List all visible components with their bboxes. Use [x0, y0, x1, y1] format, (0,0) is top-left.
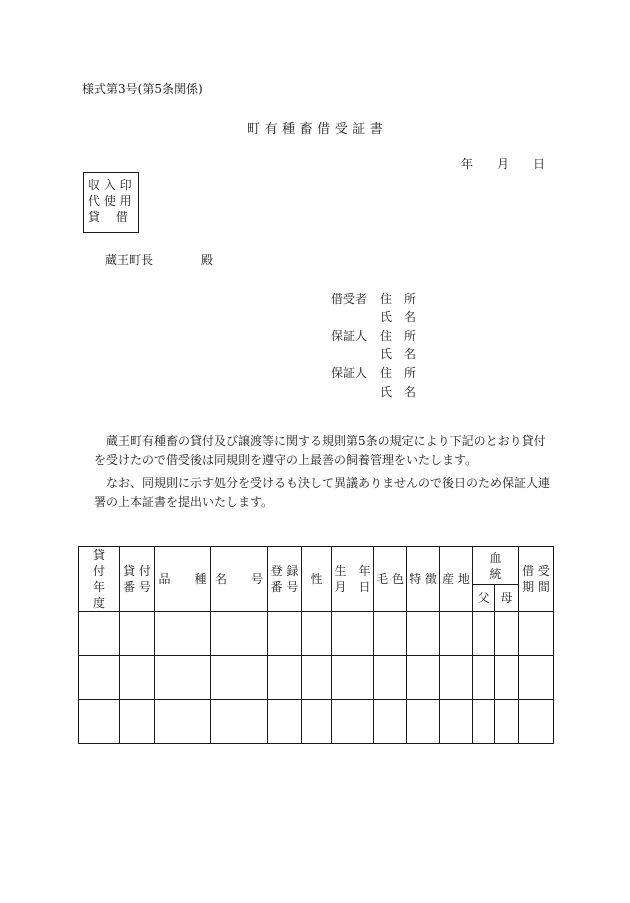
header-mother: 母	[495, 585, 519, 612]
party-field: 氏 名	[380, 385, 417, 399]
body-line: なお、同規則に示す処分を受けるも決して異議ありませんので後日のため保証人連	[94, 476, 551, 490]
table-cell	[519, 656, 554, 700]
body-line: 署の上本証書を提出いたします。	[94, 495, 274, 509]
header-birth-date: 生 年 月 日	[332, 547, 374, 612]
table-cell	[440, 612, 473, 656]
table-cell	[120, 700, 155, 744]
header-loan-year: 貸 付 年 度	[79, 547, 120, 612]
header-name: 名 号	[211, 547, 268, 612]
table-cell	[332, 612, 374, 656]
table-cell	[268, 700, 302, 744]
table-cell	[407, 656, 440, 700]
party-field: 氏 名	[380, 347, 417, 361]
table-cell	[440, 700, 473, 744]
header-breed: 品 種	[155, 547, 211, 612]
table-cell	[120, 612, 155, 656]
table-cell	[440, 656, 473, 700]
table-cell	[374, 612, 407, 656]
party-field: 住 所	[380, 292, 417, 306]
header-father: 父	[473, 585, 495, 612]
table-cell	[407, 700, 440, 744]
table-cell	[155, 612, 211, 656]
table-cell	[211, 656, 268, 700]
table-cell	[495, 612, 519, 656]
table-cell	[268, 656, 302, 700]
table-cell	[519, 700, 554, 744]
header-loan-period: 借 受 期 間	[519, 547, 554, 612]
table-cell	[79, 656, 120, 700]
table-cell	[495, 656, 519, 700]
table-cell	[155, 700, 211, 744]
table-cell	[374, 700, 407, 744]
table-cell	[79, 612, 120, 656]
table-cell	[211, 700, 268, 744]
table-cell	[302, 700, 332, 744]
body-paragraph-1	[94, 432, 564, 470]
party-field: 住 所	[380, 329, 417, 343]
table-cell	[473, 656, 495, 700]
header-sex: 性	[302, 547, 332, 612]
table-row	[79, 612, 554, 656]
table-cell	[374, 656, 407, 700]
party-field: 氏 名	[380, 310, 417, 324]
table-cell	[332, 656, 374, 700]
party-field: 住 所	[380, 366, 417, 380]
table-cell	[473, 612, 495, 656]
revenue-stamp-box	[83, 172, 139, 233]
livestock-table	[78, 546, 554, 744]
table-cell	[155, 656, 211, 700]
body-paragraph-2	[94, 474, 564, 512]
table-cell	[473, 700, 495, 744]
table-cell	[268, 612, 302, 656]
table-cell	[407, 612, 440, 656]
table-cell	[495, 700, 519, 744]
header-lineage: 血 統	[473, 547, 519, 585]
header-features: 特 徴	[407, 547, 440, 612]
table-row	[79, 700, 554, 744]
form-number-label: 様式第3号(第5条関係)	[82, 82, 203, 96]
addressee: 蔵王町長 殿	[105, 253, 214, 267]
party-role: 保証人	[331, 366, 368, 380]
document-title: 町 有 種 畜 借 受 証 書	[247, 122, 383, 137]
header-coat-color: 毛 色	[374, 547, 407, 612]
party-role: 保証人	[331, 329, 368, 343]
body-line: を受けたので借受後は同規則を遵守の上最善の飼養管理をいたします。	[94, 453, 478, 467]
date-field: 年 月 日	[461, 157, 546, 171]
table-cell	[302, 612, 332, 656]
table-cell	[211, 612, 268, 656]
header-registration-number: 登 録 番 号	[268, 547, 302, 612]
stamp-box-row: 収 入 印	[88, 178, 132, 192]
table-row	[79, 656, 554, 700]
header-loan-number: 貸 付 番 号	[120, 547, 155, 612]
table-cell	[302, 656, 332, 700]
table-cell	[120, 656, 155, 700]
table-cell	[519, 612, 554, 656]
stamp-box-row: 貸 借	[88, 210, 128, 224]
table-cell	[332, 700, 374, 744]
stamp-box-row: 代 使 用	[88, 194, 132, 208]
body-line: 蔵王町有種畜の貸付及び譲渡等に関する規則第5条の規定により下記のとおり貸付	[94, 434, 546, 448]
header-origin: 産 地	[440, 547, 473, 612]
table-cell	[79, 700, 120, 744]
party-role: 借受者	[331, 292, 368, 306]
